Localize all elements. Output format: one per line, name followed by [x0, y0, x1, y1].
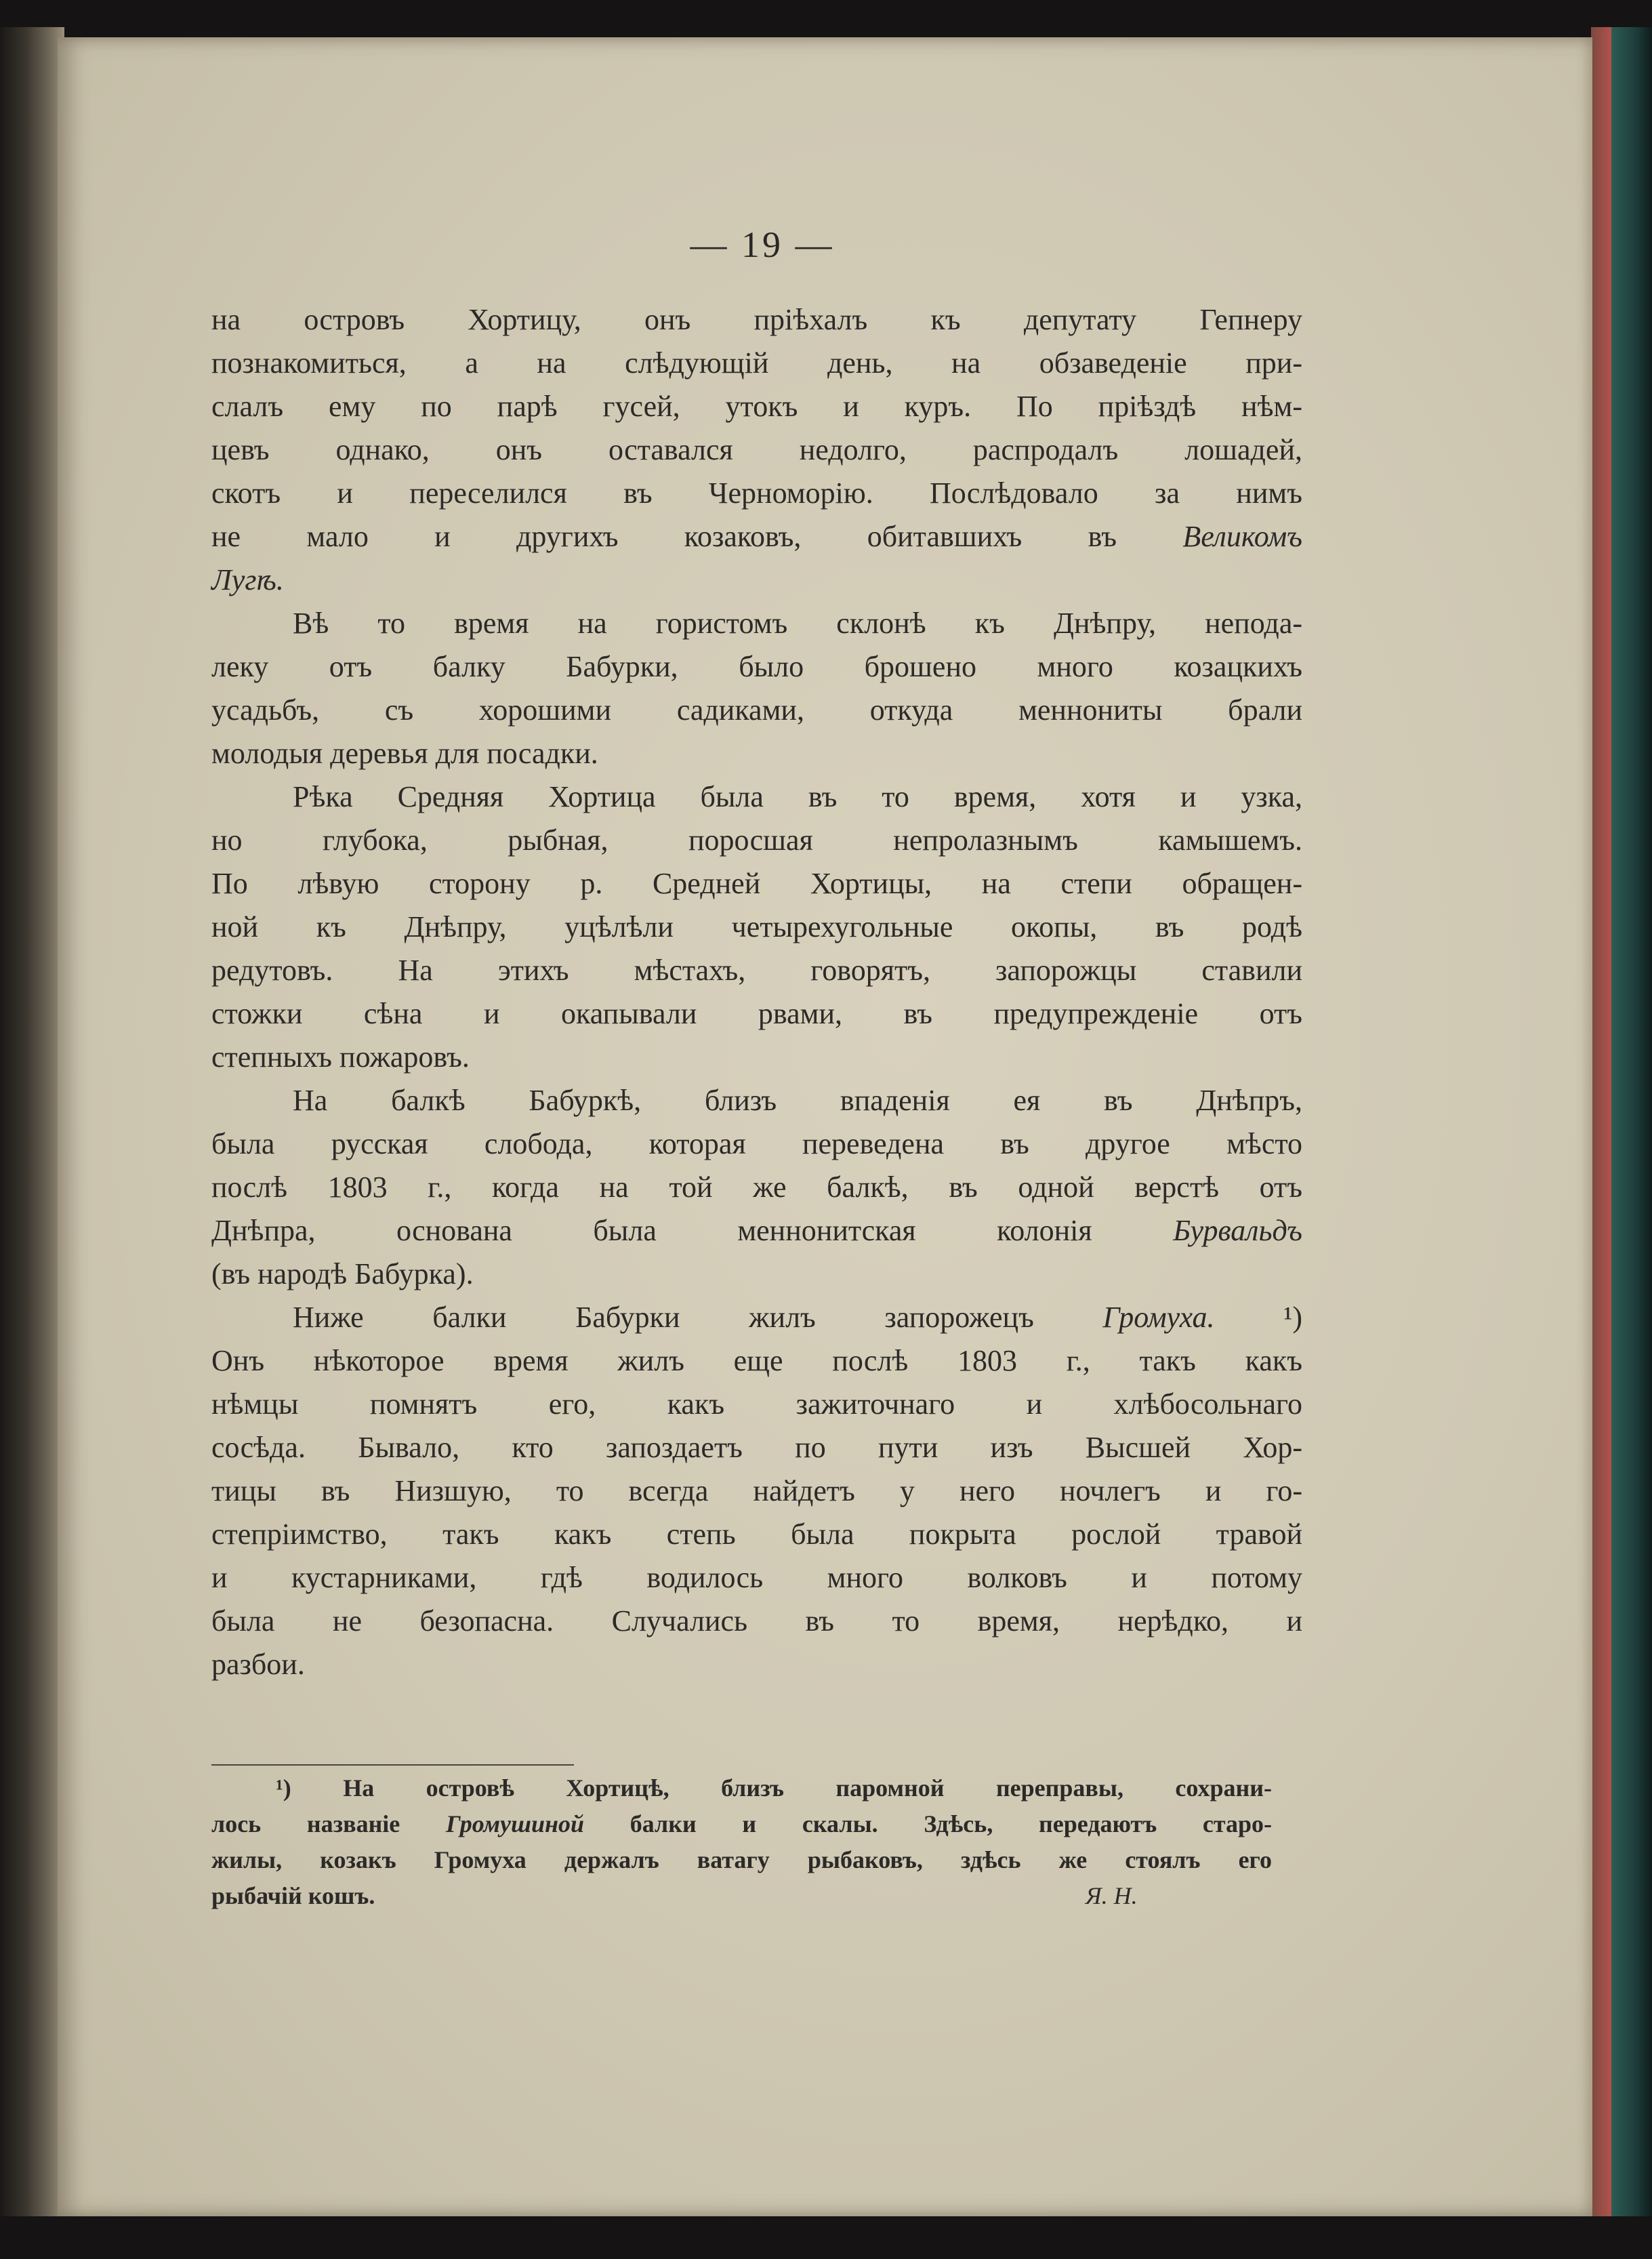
book-binding: [0, 27, 64, 2216]
footnote-line: [211, 1806, 1272, 1842]
footnote-signature: Я. Н.: [1086, 1882, 1138, 1909]
footnote-ref: ¹): [1283, 1301, 1303, 1334]
text-line: [211, 1209, 1302, 1253]
page-edge-red: [1591, 27, 1611, 2216]
text-line: Онъ нѣкоторое время жилъ еще послѣ 1803 г., такъ какъ: [211, 1344, 1302, 1377]
text-line: Вѣ то время на гористомъ склонѣ къ Днѣпру, непода-: [293, 607, 1302, 640]
text-line: стожки сѣна и окапывали рвами, въ предупрежденіе отъ: [211, 997, 1302, 1030]
text-line: ной къ Днѣпру, уцѣлѣли четырехугольные окопы, въ родѣ: [211, 910, 1302, 943]
italic-term: Громуха.: [1102, 1301, 1215, 1334]
text-line: но глубока, рыбная, поросшая непролазнымъ камышемъ.: [211, 823, 1302, 857]
text-fragment: Ниже балки Бабурки жилъ запорожецъ: [293, 1301, 1034, 1334]
italic-term: Лугѣ.: [211, 563, 284, 596]
footnote-line: жилы, козакъ Громуха держалъ ватагу рыбаковъ, здѣсь же стоялъ его: [211, 1846, 1272, 1873]
text-line: степныхъ пожаровъ.: [211, 1040, 470, 1074]
footnote-marker: ¹): [276, 1774, 291, 1802]
footnote-text: рыбачій кошъ.: [211, 1882, 375, 1909]
text-line: По лѣвую сторону р. Средней Хортицы, на степи обращен-: [211, 867, 1302, 900]
text-line: послѣ 1803 г., когда на той же балкѣ, въ одной верстѣ отъ: [211, 1171, 1302, 1204]
text-line: была русская слобода, которая переведена въ другое мѣсто: [211, 1127, 1302, 1160]
text-line: усадьбъ, съ хорошими садиками, откуда меннониты брали: [211, 693, 1302, 727]
text-line: тицы въ Низшую, то всегда найдетъ у него ночлегъ и го-: [211, 1474, 1302, 1507]
text-line: (въ народѣ Бабурка).: [211, 1257, 474, 1290]
text-line: и кустарниками, гдѣ водилось много волковъ и потому: [211, 1561, 1302, 1594]
text-line: слалъ ему по парѣ гусей, утокъ и куръ. По пріѣздѣ нѣм-: [211, 390, 1302, 423]
text-line: [211, 558, 1302, 602]
footnote-divider: [211, 1764, 574, 1766]
footnote-line: [211, 1878, 1272, 1914]
italic-term: Бурвальдъ: [1173, 1214, 1302, 1247]
text-line: нѣмцы помнятъ его, какъ зажиточнаго и хлѣбосольнаго: [211, 1387, 1302, 1421]
italic-term: Великомъ: [1182, 520, 1302, 553]
text-line: [211, 1296, 1302, 1339]
text-line: Рѣка Средняя Хортица была въ то время, хотя и узка,: [293, 780, 1302, 813]
text-line: разбои.: [211, 1648, 305, 1681]
text-line: скотъ и переселился въ Черноморію. Послѣдовало за нимъ: [211, 476, 1302, 510]
text-fragment: не мало и другихъ козаковъ, обитавшихъ въ: [211, 520, 1117, 553]
text-line: сосѣда. Бывало, кто запоздаетъ по пути изъ Высшей Хор-: [211, 1431, 1302, 1464]
text-line: На балкѣ Бабуркѣ, близъ впаденія ея въ Днѣпръ,: [293, 1084, 1302, 1117]
footnote-text: балки и скалы. Здѣсь, передаютъ старо-: [629, 1810, 1272, 1837]
text-line: на островъ Хортицу, онъ пріѣхалъ къ депутату Гепнеру: [211, 303, 1302, 336]
footnote-line: [211, 1770, 1272, 1806]
footnote-italic-term: Громушиной: [446, 1810, 585, 1837]
footnote-text: лось названіе: [211, 1810, 400, 1837]
text-line: познакомиться, а на слѣдующій день, на обзаведеніе при-: [211, 346, 1302, 380]
text-line: была не безопасна. Случались въ то время, нерѣдко, и: [211, 1604, 1302, 1637]
text-line: степріимство, такъ какъ степь была покрыта рослой травой: [211, 1518, 1302, 1551]
text-line: редутовъ. На этихъ мѣстахъ, говорятъ, запорожцы ставили: [211, 954, 1302, 987]
footnote-text: На островѣ Хортицѣ, близъ паромной переправы, сохрани-: [343, 1774, 1272, 1802]
text-line: цевъ однако, онъ оставался недолго, распродалъ лошадей,: [211, 433, 1302, 466]
text-line: леку отъ балку Бабурки, было брошено много козацкихъ: [211, 650, 1302, 683]
text-line: [211, 515, 1302, 558]
text-fragment: Днѣпра, основана была меннонитская колонія: [211, 1214, 1092, 1247]
text-line: молодыя деревья для посадки.: [211, 737, 598, 770]
main-text: [211, 298, 1302, 1686]
footnote: [211, 1770, 1272, 1914]
page-number: — 19 —: [690, 224, 835, 265]
book-cover-edge: [1611, 27, 1652, 2216]
